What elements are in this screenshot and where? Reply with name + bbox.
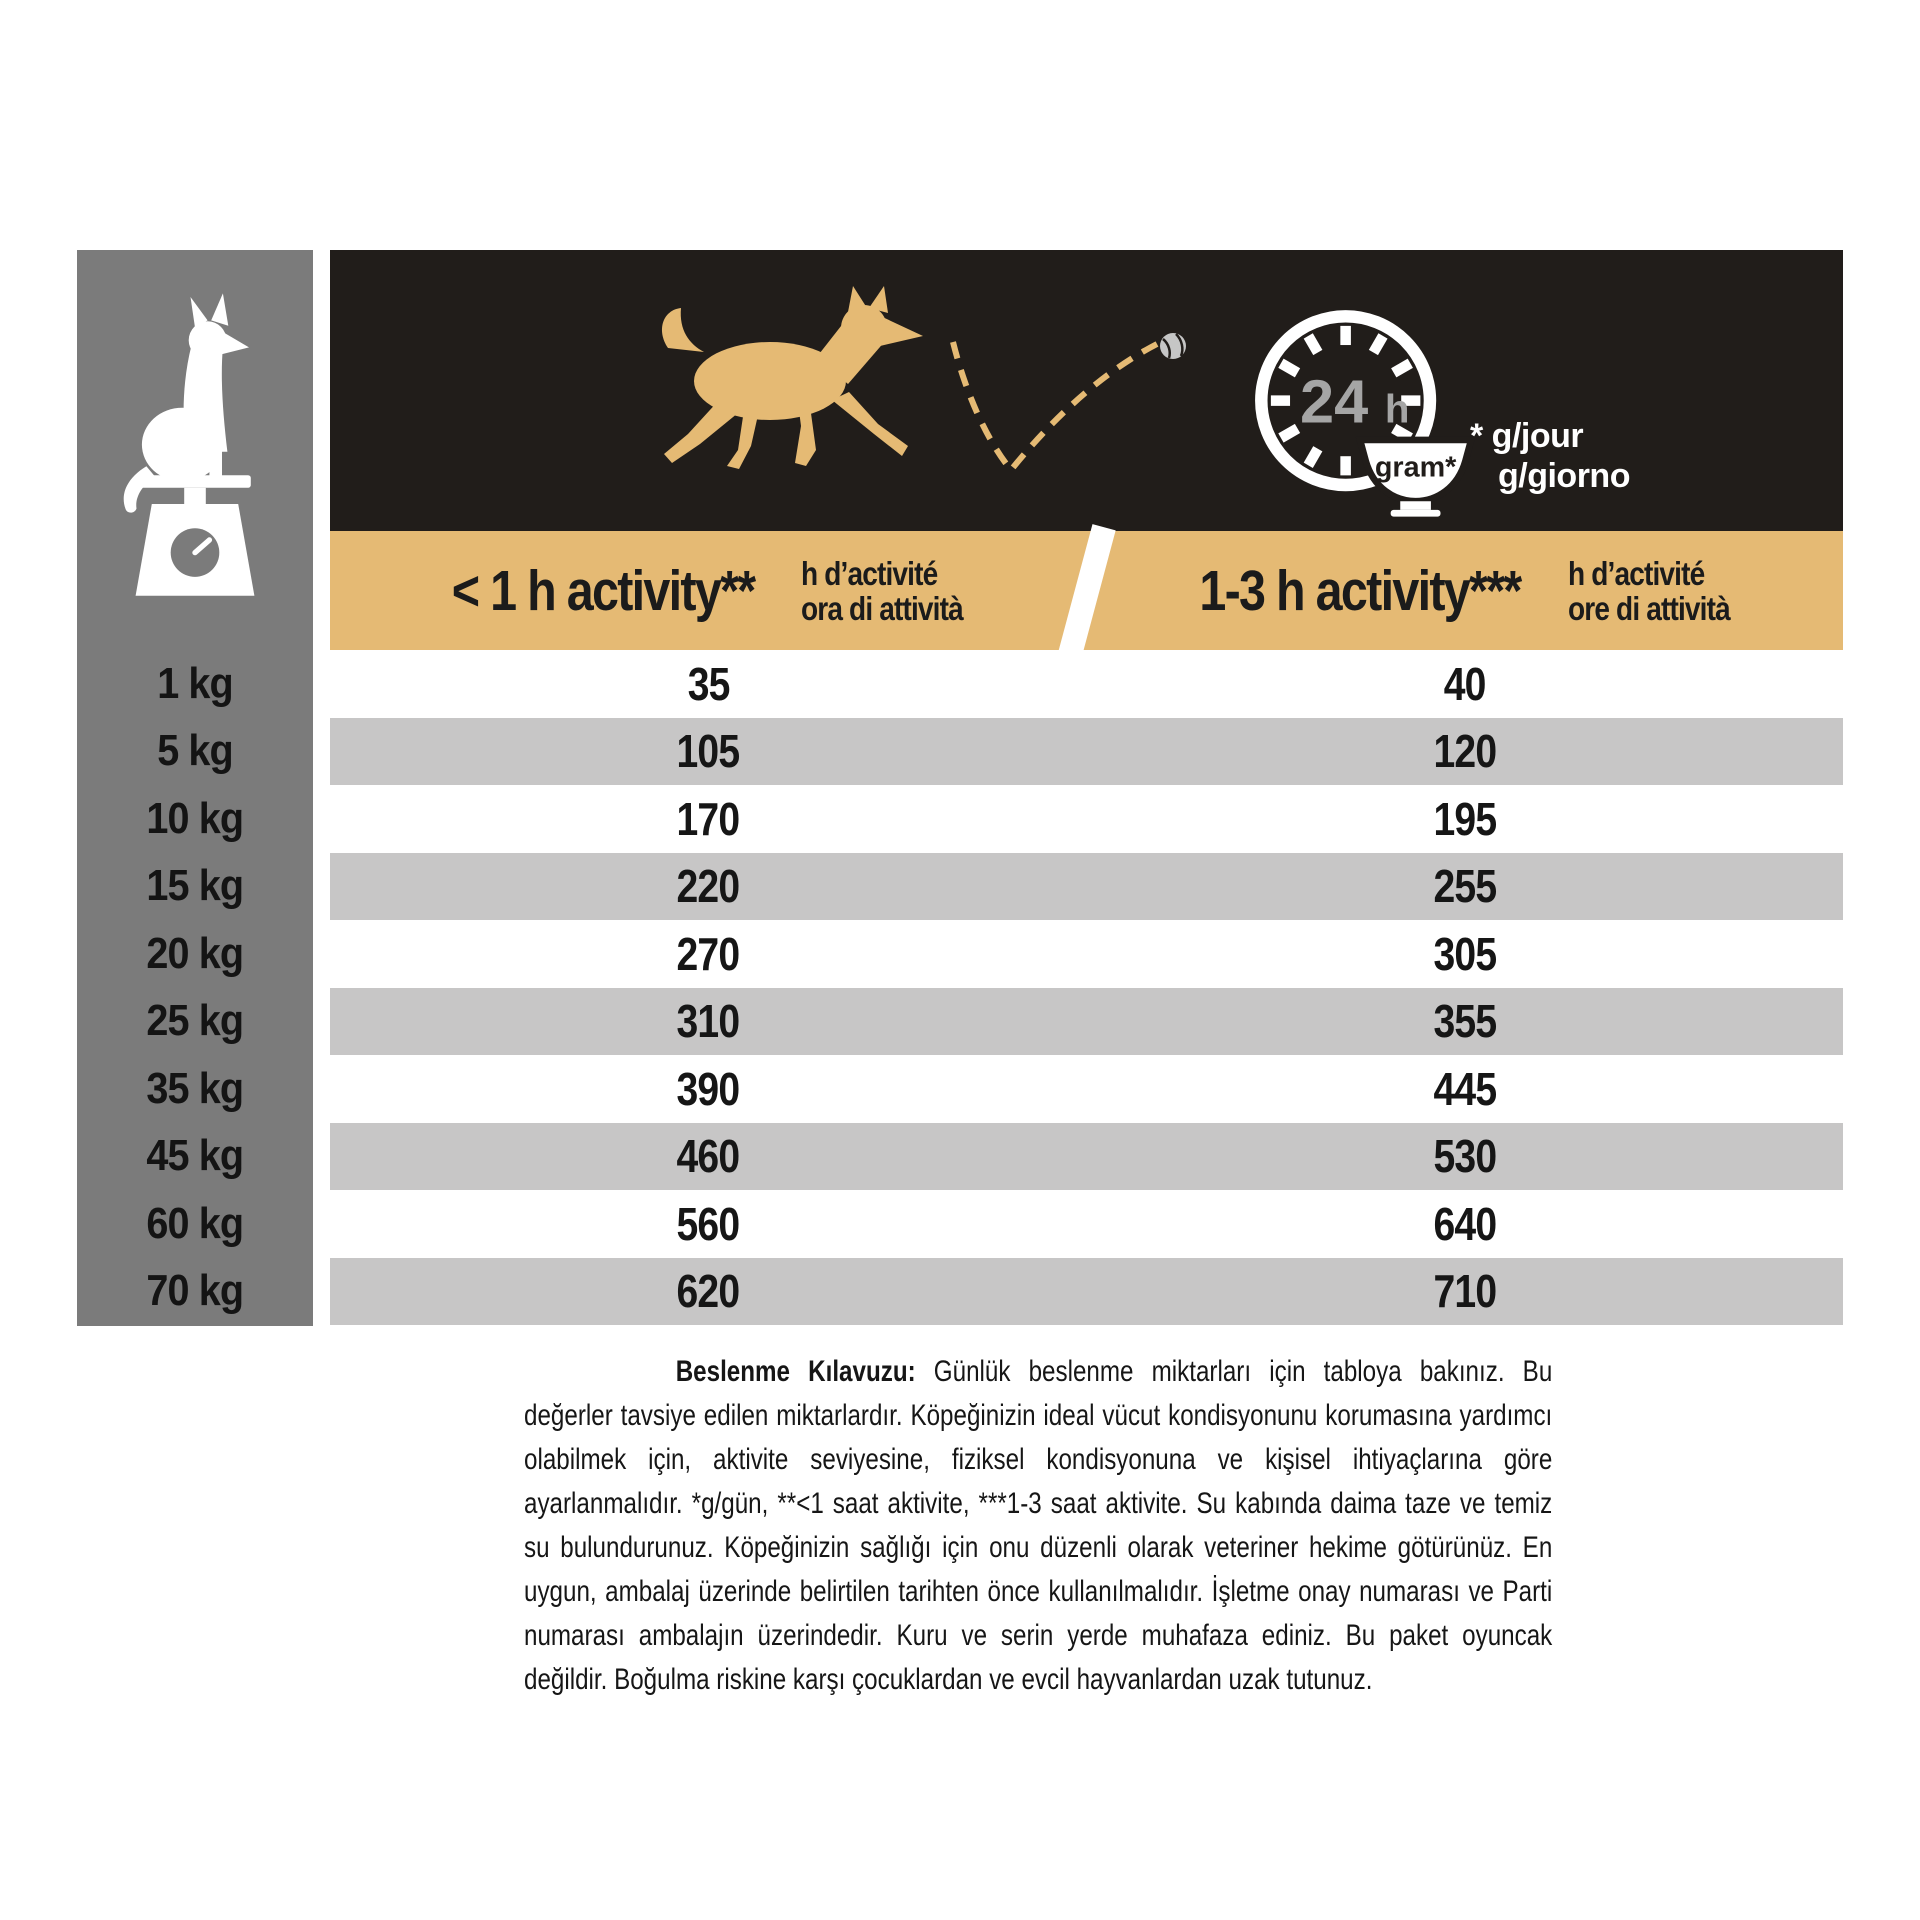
low-activity-subtitle bbox=[801, 556, 963, 626]
dog-on-scale-icon bbox=[95, 288, 295, 603]
table-row bbox=[330, 1258, 1843, 1326]
amount-high-activity: 120 bbox=[1433, 725, 1497, 778]
column-header-band bbox=[330, 531, 1843, 650]
weight-label: 45 kg bbox=[146, 1131, 244, 1181]
column-header-low-activity bbox=[330, 531, 1087, 650]
bowl-gram-label: gram* bbox=[1374, 451, 1457, 484]
clock-h-label: h bbox=[1384, 386, 1410, 432]
amount-low-activity: 170 bbox=[676, 792, 740, 845]
ball-trajectory-icon bbox=[945, 328, 1205, 508]
weight-labels-column bbox=[77, 650, 313, 1325]
amount-high-activity: 255 bbox=[1433, 860, 1497, 913]
high-activity-subtitle-fr: h d’activité bbox=[1568, 554, 1705, 592]
table-row bbox=[330, 1190, 1843, 1258]
weight-label: 1 kg bbox=[157, 658, 233, 708]
table-row bbox=[330, 988, 1843, 1056]
weight-label: 15 kg bbox=[146, 861, 244, 911]
amount-low-activity: 560 bbox=[676, 1197, 740, 1250]
feeding-guide-text bbox=[524, 1350, 1552, 1702]
unit-note-line2: g/giorno bbox=[1498, 457, 1630, 495]
weight-label: 25 kg bbox=[146, 996, 244, 1046]
amount-low-activity: 35 bbox=[687, 657, 730, 710]
amount-low-activity: 310 bbox=[676, 995, 740, 1048]
weight-label: 5 kg bbox=[157, 726, 233, 776]
high-activity-title: 1-3 h activity*** bbox=[1198, 558, 1521, 623]
low-activity-title: < 1 h activity** bbox=[451, 558, 755, 623]
clock-24-label: 24 bbox=[1300, 366, 1369, 436]
amount-low-activity: 105 bbox=[676, 725, 740, 778]
amount-high-activity: 305 bbox=[1433, 927, 1497, 980]
amount-high-activity: 530 bbox=[1433, 1130, 1497, 1183]
amount-high-activity: 710 bbox=[1433, 1265, 1497, 1318]
amount-low-activity: 620 bbox=[676, 1265, 740, 1318]
table-row bbox=[330, 1123, 1843, 1191]
weight-label: 70 kg bbox=[146, 1266, 244, 1316]
amount-high-activity: 40 bbox=[1443, 657, 1486, 710]
hero-band bbox=[330, 250, 1843, 531]
low-activity-subtitle-it: ora di attività bbox=[801, 589, 963, 627]
amount-low-activity: 390 bbox=[676, 1062, 740, 1115]
weight-label: 35 kg bbox=[146, 1063, 244, 1113]
column-header-high-activity bbox=[1087, 531, 1844, 650]
feeding-guide-lead: Beslenme Kılavuzu: bbox=[675, 1355, 916, 1388]
feeding-table bbox=[330, 650, 1843, 1325]
table-row bbox=[330, 1055, 1843, 1123]
feeding-guide-body: Günlük beslenme miktarları için tabloya bakınız. Bu değerler tavsiye edilen miktarlardır. Köpeğinizin ideal vücut kondisyonunu korumasına yardımcı olabilmek için, aktivite seviyesine, fiziksel kondisyonuna ve kişisel ihtiyaçlarına göre ayarlanmalıdır. *g/gün, **<1 saat aktivite, ***1-3 saat aktivite. Su kabında daima taze ve temiz su bulundurunuz. Köpeğinizin sağlığı için onu düzenli olarak veteriner hekime götürünüz. En uygun, ambalaj üzerinde belirtilen tarihten önce kullanılmalıdır. İşletme onay numarası ve Parti numarası ambalajın üzerindedir. Kuru ve serin yerde muhafaza ediniz. Bu paket oyuncak değildir. Boğulma riskine karşı çocuklardan ve evcil hayvanlardan uzak tutunuz. bbox=[524, 1355, 1553, 1696]
table-row bbox=[330, 785, 1843, 853]
weight-label: 10 kg bbox=[146, 793, 244, 843]
table-row bbox=[330, 718, 1843, 786]
gram-bowl-icon bbox=[1360, 440, 1471, 517]
24h-clock-icon bbox=[1245, 300, 1475, 530]
weight-label: 60 kg bbox=[146, 1198, 244, 1248]
amount-low-activity: 270 bbox=[676, 927, 740, 980]
high-activity-subtitle-it: ore di attività bbox=[1568, 589, 1731, 627]
table-row bbox=[330, 853, 1843, 921]
amount-high-activity: 445 bbox=[1433, 1062, 1497, 1115]
low-activity-subtitle-fr: h d’activité bbox=[801, 554, 938, 592]
unit-note-line1: * g/jour bbox=[1470, 417, 1584, 455]
unit-note bbox=[1470, 416, 1630, 496]
amount-high-activity: 195 bbox=[1433, 792, 1497, 845]
amount-low-activity: 460 bbox=[676, 1130, 740, 1183]
table-row bbox=[330, 650, 1843, 718]
weight-label: 20 kg bbox=[146, 928, 244, 978]
amount-high-activity: 355 bbox=[1433, 995, 1497, 1048]
table-row bbox=[330, 920, 1843, 988]
amount-low-activity: 220 bbox=[676, 860, 740, 913]
amount-high-activity: 640 bbox=[1433, 1197, 1497, 1250]
trotting-dog-icon bbox=[648, 286, 948, 486]
high-activity-subtitle bbox=[1568, 556, 1730, 626]
